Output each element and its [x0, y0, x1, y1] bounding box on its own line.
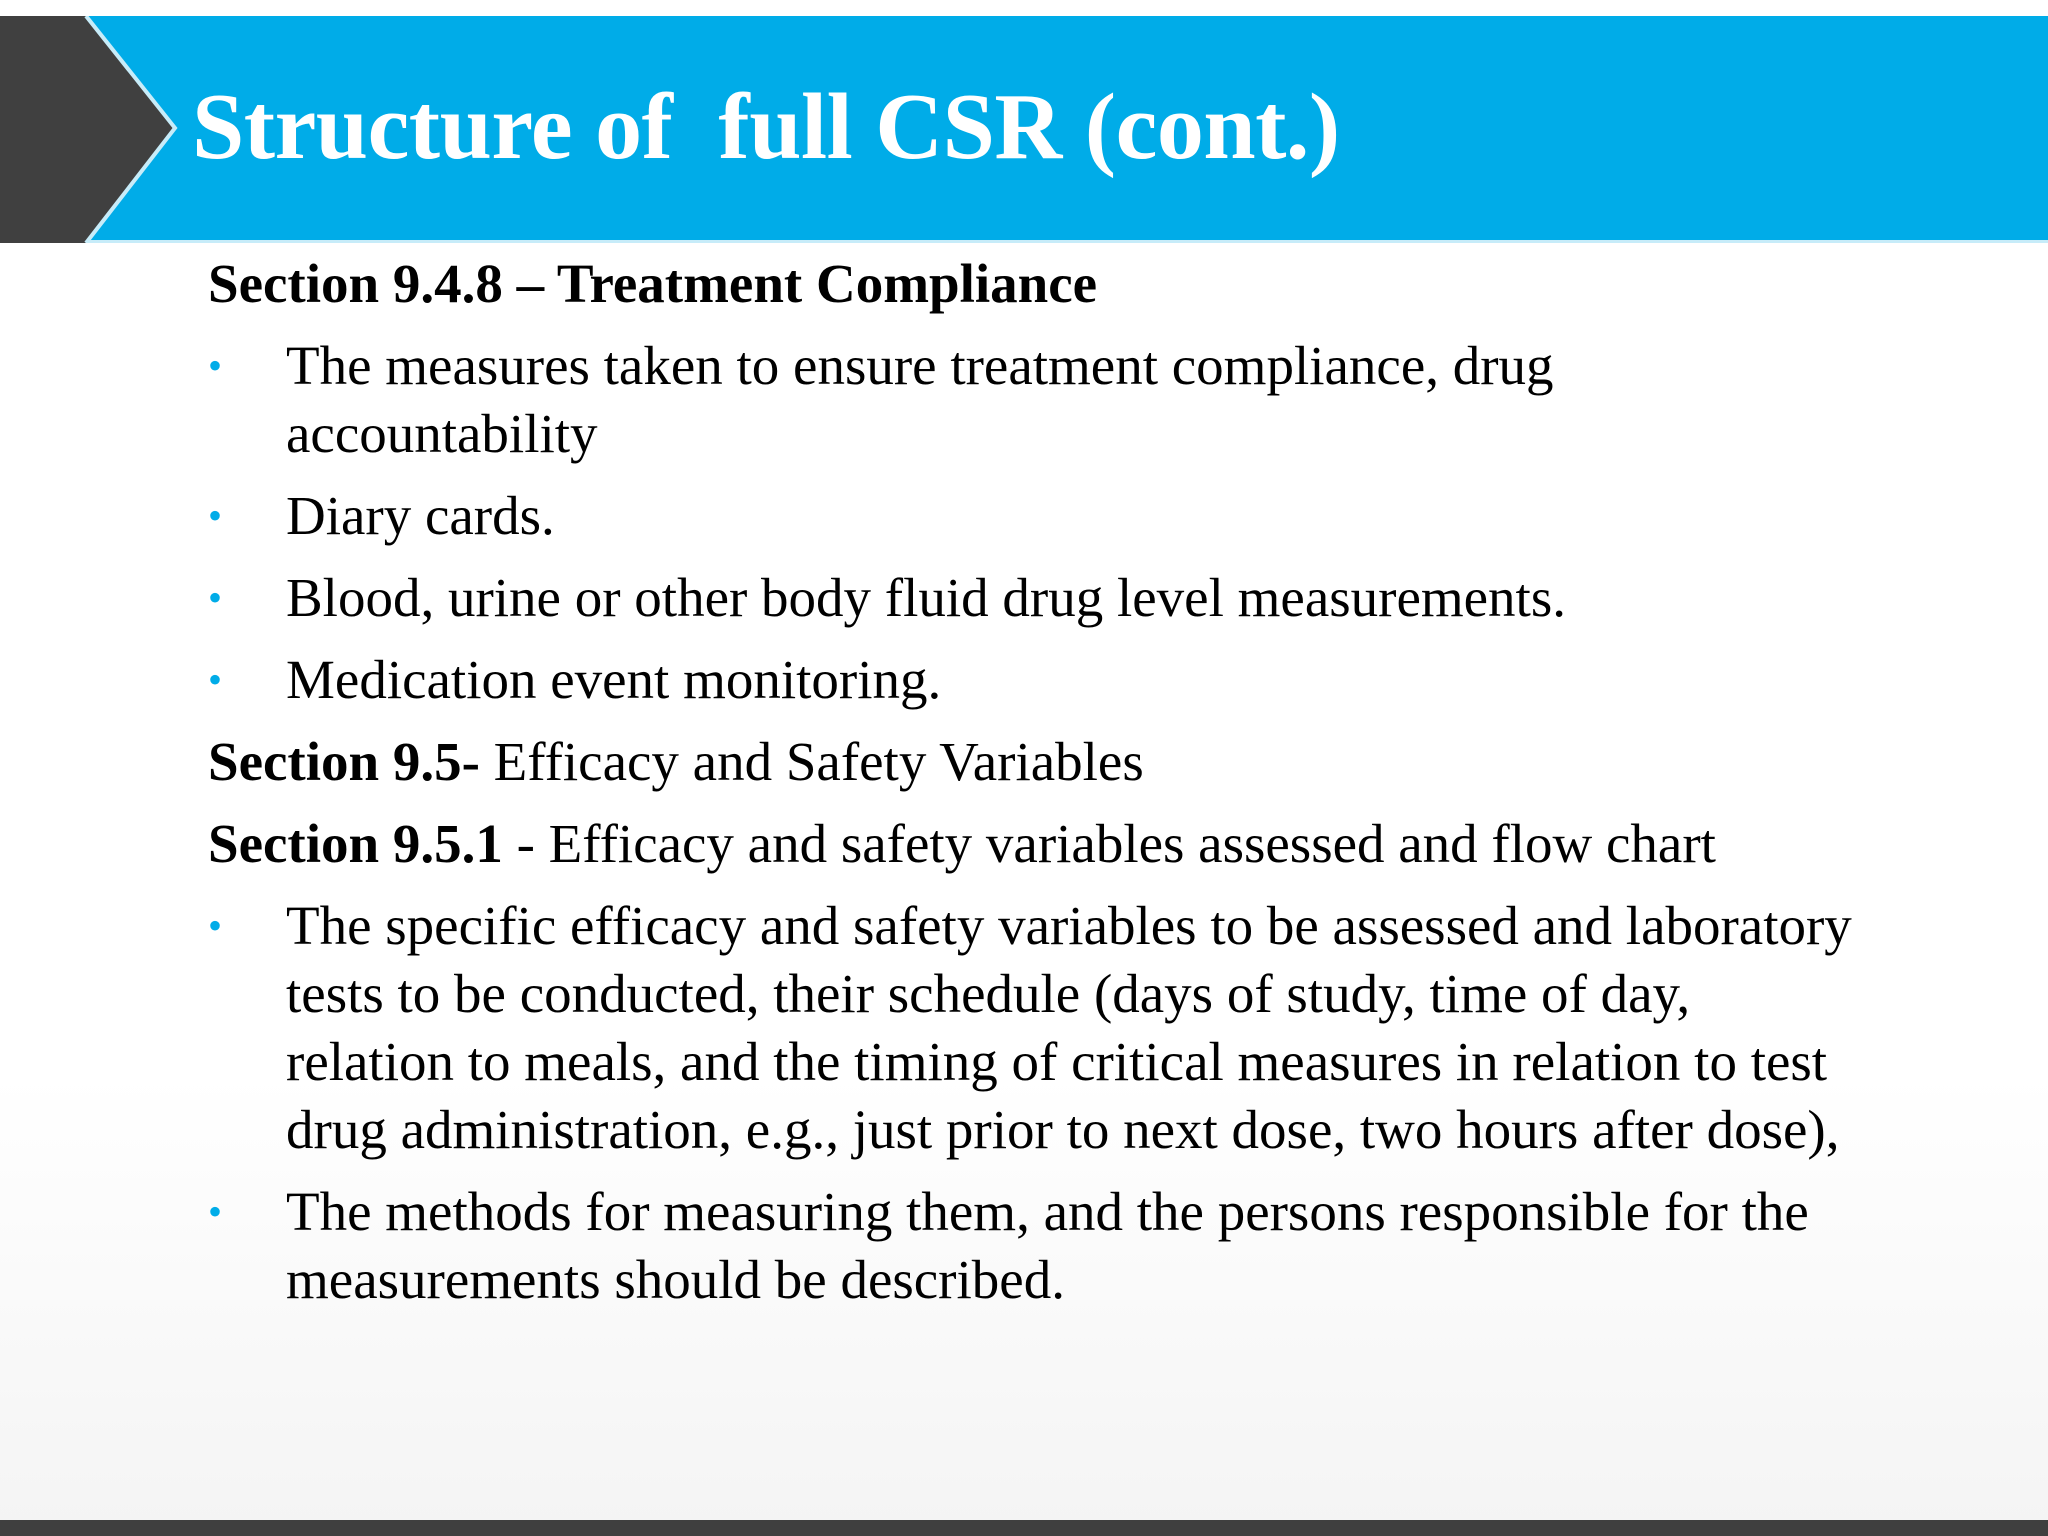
list-item	[208, 892, 1868, 1164]
bullet-text: The methods for measuring them, and the persons responsible for the measurements should be described.	[286, 1181, 1809, 1310]
bullet-text: Diary cards.	[286, 485, 555, 546]
section-9-4-8-heading	[208, 250, 1868, 318]
list-item	[208, 564, 1868, 632]
bullet-icon: •	[208, 493, 223, 538]
section-9-5-text: Efficacy and Safety Variables	[479, 731, 1144, 792]
list-item	[208, 482, 1868, 550]
list-item	[208, 332, 1868, 468]
section-9-5-1-text: - Efficacy and safety variables assessed and flow chart	[502, 813, 1716, 874]
list-item	[208, 1178, 1868, 1314]
bullet-icon: •	[208, 903, 223, 948]
bullet-icon: •	[208, 575, 223, 620]
chevron-arrow-icon	[0, 16, 200, 243]
bullet-icon: •	[208, 1189, 223, 1234]
bullet-icon: •	[208, 343, 223, 388]
section-9-5-label: Section 9.5-	[208, 731, 480, 792]
slide-title: Structure of full CSR (cont.)	[192, 75, 1340, 179]
slide-body	[208, 250, 1868, 1328]
footer-bar	[0, 1520, 2048, 1536]
bullet-text: The measures taken to ensure treatment compliance, drug accountability	[286, 335, 1554, 464]
bullet-text: The specific efficacy and safety variables to be assessed and laboratory tests to be conducted, their schedule (days of study, time of day, relation to meals, and the timing of critical measures in relation to test drug administration, e.g., just prior to next dose, two hours after dose),	[286, 895, 1852, 1160]
section-9-5-heading	[208, 728, 1868, 796]
bullet-icon: •	[208, 657, 223, 702]
bullet-text: Medication event monitoring.	[286, 649, 942, 710]
list-item	[208, 646, 1868, 714]
section-9-5-1-label: Section 9.5.1	[208, 813, 503, 874]
bullet-text: Blood, urine or other body fluid drug level measurements.	[286, 567, 1566, 628]
section-9-5-1-heading	[208, 810, 1868, 878]
section-9-4-8-title: Section 9.4.8 – Treatment Compliance	[208, 253, 1098, 314]
